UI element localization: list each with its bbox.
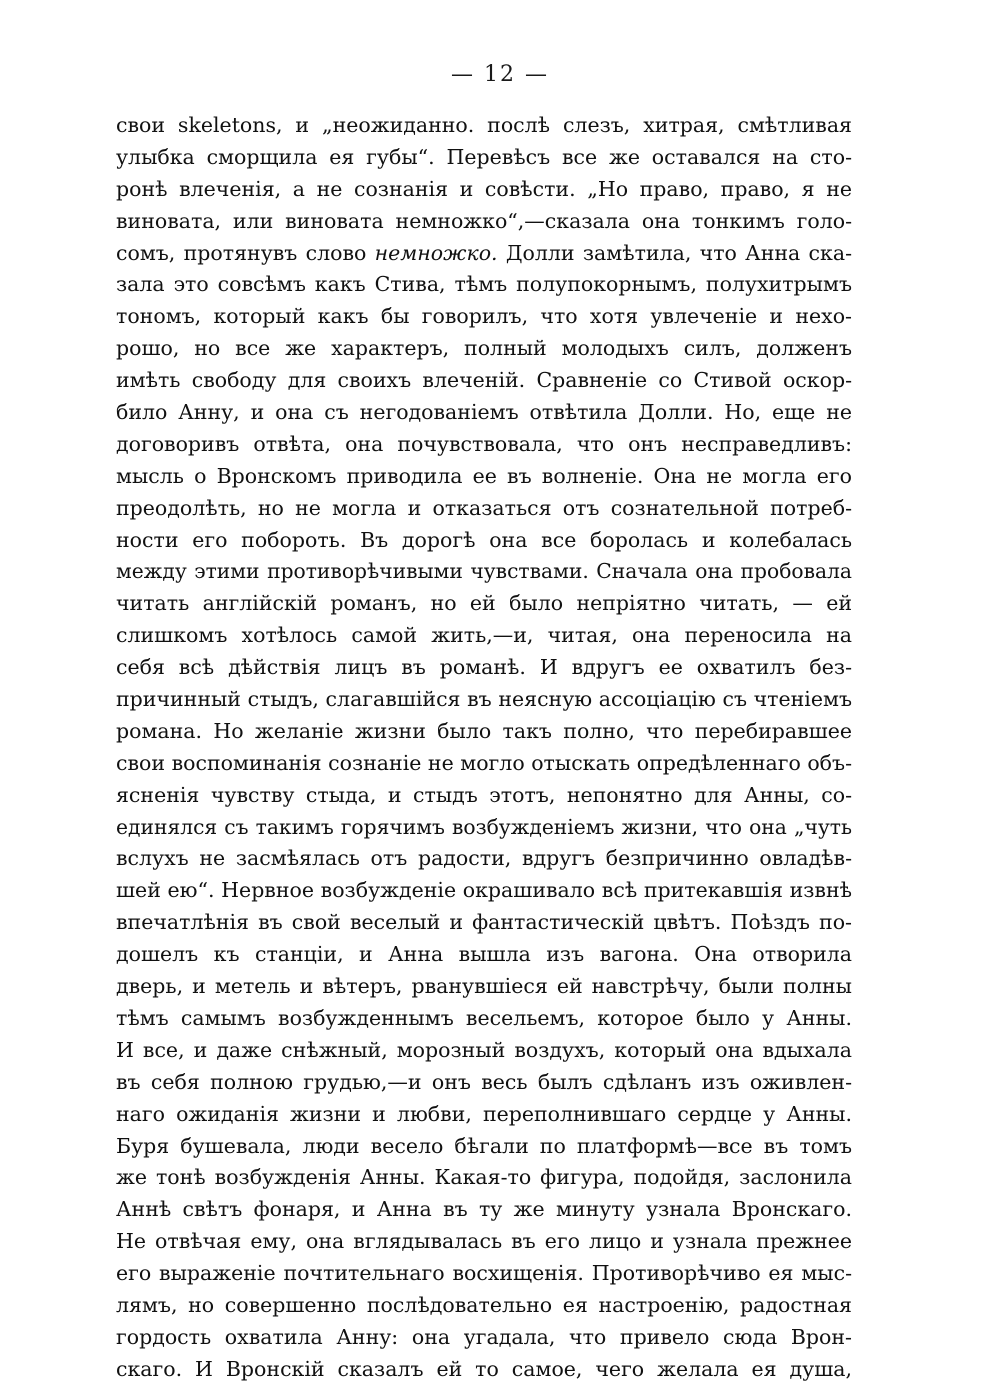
text-line: свои воспоминанія сознаніе не могло отыскать опредѣленнаго объ-	[116, 750, 852, 775]
text-line: причинный стыдъ, слагавшійся въ неясную ассоціацію съ чтеніемъ	[116, 687, 852, 712]
text-line: наго ожиданія жизни и любви, переполнившаго сердце у Анны.	[116, 1101, 852, 1126]
text-line: скаго. И Вронскій сказалъ ей то самое, чего желала ея душа,	[116, 1356, 852, 1381]
body-text	[116, 110, 852, 1386]
text-line: свои skeletons, и „неожиданно. послѣ слезъ, хитрая, смѣтливая	[116, 113, 852, 137]
text-line: гордость охватила Анну: она угадала, что привело сюда Врон-	[116, 1324, 852, 1349]
text-line: въ себя полною грудью,—и онъ весь былъ сдѣланъ изъ оживлен-	[116, 1069, 852, 1094]
text-segment: Долли замѣтила, что Анна ска-	[497, 240, 852, 265]
text-line: его выраженіе почтительнаго восхищенія. Противорѣчиво ея мыс-	[116, 1261, 852, 1286]
text-line: между этими противорѣчивыми чувствами. Сначала она пробовала	[116, 559, 852, 584]
text-line: Аннѣ свѣтъ фонаря, и Анна въ ту же минуту узнала Вронскаго.	[116, 1197, 852, 1222]
text-line: дошелъ къ станціи, и Анна вышла изъ вагона. Она отворила	[116, 942, 852, 967]
text-line: преодолѣть, но не могла и отказаться отъ сознательной потреб-	[116, 495, 852, 520]
text-line: тѣмъ самымъ возбужденнымъ весельемъ, которое было у Анны.	[116, 1005, 852, 1030]
text-line: улыбка сморщила ея губы“. Перевѣсъ все же оставался на сто-	[116, 144, 852, 169]
text-line: мысль о Вронскомъ приводила ее въ волненіе. Она не могла его	[116, 463, 852, 488]
text-line: тономъ, который какъ бы говорилъ, что хотя увлеченіе и нехо-	[116, 304, 852, 329]
text-line: ясненія чувству стыда, и стыдъ этотъ, непонятно для Анны, со-	[116, 782, 852, 807]
page-number: — 12 —	[451, 62, 549, 87]
text-line: ности его побороть. Въ дорогѣ она все боролась и колебалась	[116, 527, 852, 552]
text-line: виновата, или виновата немножко“,—сказала она тонкимъ голо-	[116, 208, 852, 233]
emphasized-word: немножко.	[374, 240, 498, 265]
text-line: Не отвѣчая ему, она вглядывалась въ его лицо и узнала прежнее	[116, 1229, 852, 1254]
text-line: зала это совсѣмъ какъ Стива, тѣмъ полупокорнымъ, полухитрымъ	[116, 272, 852, 297]
text-line: слишкомъ хотѣлось самой жить,—и, читая, она переносила на	[116, 623, 852, 648]
text-line: единялся съ такимъ горячимъ возбужденіемъ жизни, что она „чуть	[116, 814, 852, 839]
text-line: себя всѣ дѣйствія лицъ въ романѣ. И вдругъ ее охватилъ без-	[116, 655, 852, 680]
text-line: читать англійскій романъ, но ей было непріятно читать, — ей	[116, 591, 852, 616]
text-segment: сомъ, протянувъ слово	[116, 240, 375, 265]
text-line: вслухъ не засмѣялась отъ радости, вдругъ безпричинно овладѣв-	[116, 846, 852, 871]
text-line: лямъ, но совершенно послѣдовательно ея настроенію, радостная	[116, 1292, 852, 1317]
text-line: ронѣ влеченія, а не сознанія и совѣсти. „Но право, право, я не	[116, 176, 852, 201]
text-line: договоривъ отвѣта, она почувствовала, что онъ несправедливъ:	[116, 431, 852, 456]
text-line: имѣть свободу для своихъ влеченій. Сравненіе со Стивой оскор-	[116, 368, 852, 393]
text-line	[116, 238, 852, 270]
text-line: романа. Но желаніе жизни было такъ полно, что перебиравшее	[116, 718, 852, 743]
text-line: Буря бушевала, люди весело бѣгали по платформѣ—все въ томъ	[116, 1133, 852, 1158]
text-line: впечатлѣнія въ свой веселый и фантастическій цвѣтъ. Поѣздъ по-	[116, 910, 852, 935]
text-line: же тонѣ возбужденія Анны. Какая-то фигура, подойдя, заслонила	[116, 1165, 852, 1190]
text-line: И все, и даже снѣжный, морозный воздухъ, который она вдыхала	[116, 1037, 852, 1062]
text-line: шей ею“. Нервное возбужденіе окрашивало всѣ притекавшія извнѣ	[116, 878, 852, 903]
text-line: дверь, и метель и вѣтеръ, рванувшіеся ей навстрѣчу, были полны	[116, 974, 852, 999]
text-line: рошо, но все же характеръ, полный молодыхъ силъ, долженъ	[116, 336, 852, 361]
text-line: било Анну, и она съ негодованіемъ отвѣтила Долли. Но, еще не	[116, 400, 852, 425]
